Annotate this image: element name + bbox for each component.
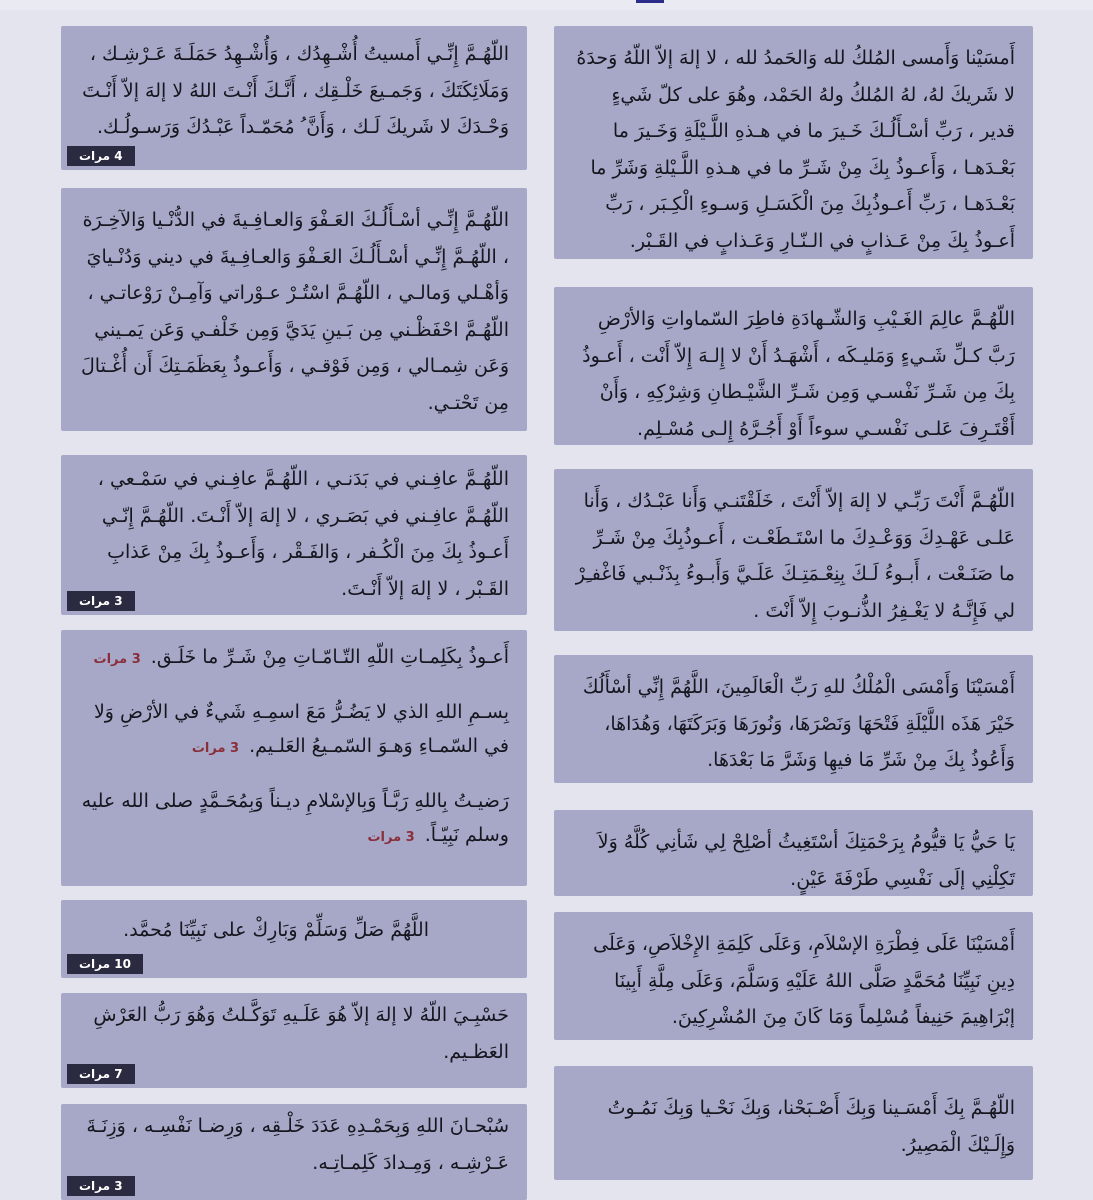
dhikr-block bbox=[79, 784, 509, 855]
repeat-count-label: 3 مرات bbox=[93, 652, 141, 667]
repeat-count-badge: 3 مرات bbox=[67, 1176, 135, 1196]
dhikr-text: سُبْحـانَ اللهِ وَبِحَمْـدِهِ عَدَدَ خَلْـقِه ، وَرِضـا نَفْسِـه ، وَزِنَـةَ عَـرْشِـه ، وَمِـدادَ كَلِمـاتِـه. bbox=[86, 1115, 509, 1174]
dhikr-card bbox=[61, 188, 527, 431]
dhikr-text: اللّهُـمَّ إِنِّـي أسْـأَلُـكَ العَـفْوَ وَالعـافِـيةَ في الدُّنْـيا وَالآخِـرَة ، اللّهُـمَّ إِنِّـي أسْـأَلُـكَ العَـفْوَ وَالعـافِـيةَ في ديني وَدُنْـيايَ وَأهْـلي وَمالـي ، اللّهُـمَّ اسْتُـرْ عـوْراتي وَآمِـنْ رَوْعاتـي ، اللّهُـمَّ احْفَظْـني مِن بَـينِ يَدَيَّ وَمِن خَلْفـي وَعَن يَمـيني وَعَن شِمـالي ، وَمِن فَوْقـي ، وَأَعـوذُ بِعَظَمَـتِكَ أَن أُغْـتالَ مِن تَحْتـي. bbox=[81, 209, 509, 414]
dhikr-text: اللّهُـمَّ بِكَ أَمْسَـينا وَبِكَ أَصْـبَحْنا، وَبِكَ نَحْـيا وَبِكَ نَمُـوتُ وَإِلَـيْكَ الْمَصِيرُ. bbox=[607, 1097, 1015, 1156]
dhikr-text: اللّهُـمَّ أَنْتَ رَبِّـي لا إلهَ إلاّ أَنْتَ ، خَلَقْتَنـي وَأَنا عَبْـدُك ، وَأَنا عَلـى عَهْـدِكَ وَوَعْـدِكَ ما اسْتَـطَعْـت ، أَعـوذُبِكَ مِنْ شَـرِّ ما صَنَـعْت ، أَبـوءُ لَـكَ بِنِعْـمَتِـكَ عَلَـيَّ وَأَبـوءُ بِذَنْـبي فَاغْفـِرْ لي فَإِنَّـهُ لا يَغْـفِرُ الذُّنـوبَ إِلاّ أَنْتَ . bbox=[575, 490, 1015, 622]
dhikr-card bbox=[61, 1104, 527, 1200]
dhikr-card bbox=[61, 26, 527, 170]
dhikr-card bbox=[554, 287, 1033, 445]
dhikr-text: أَمْسَيْنَا عَلَى فِطْرَةِ الإسْلاَمِ، وَعَلَى كَلِمَةِ الإِخْلاَصِ، وَعَلَى دِينِ نَبِيِّنَا مُحَمَّدٍ صَلَّى اللهُ عَلَيْهِ وَسَلَّمَ، وَعَلَى مِلَّةِ أَبِينَا إبْرَاهِيمَ حَنِيفاً مُسْلِماً وَمَا كَانَ مِنَ المُشْرِكِينَ. bbox=[593, 933, 1015, 1028]
repeat-count-label: 3 مرات bbox=[191, 741, 240, 756]
dhikr-block bbox=[79, 695, 509, 766]
dhikr-text: اللّهُـمَّ إِنِّـي أَمسيتُ أُشْـهِدُك ، وَأُشْـهِدُ حَمَلَـةَ عَـرْشِـك ، وَمَلَائِكَتَكَ ، وَجَمـيعَ خَلْـقِك ، أَنَّـكَ أَنْـتَ اللهُ لا إلهَ إلاّ أَنْـتَ وَحْـدَكَ لا شَريكَ لَـك ، وَأَنَّ ُ مُحَمّـداً عَبْـدُكَ وَرَسـولُـك. bbox=[82, 43, 509, 138]
dhikr-card bbox=[61, 900, 527, 978]
dhikr-card bbox=[554, 655, 1033, 783]
dhikr-card bbox=[554, 469, 1033, 631]
dhikr-text: حَسْبِـيَ اللّهُ لا إلهَ إلاّ هُوَ عَلَـيهِ تَوَكَّـلتُ وَهُوَ رَبُّ العَرْشِ العَظـيم. bbox=[93, 1004, 509, 1063]
dhikr-text: اللّهُـمَّ عالِمَ الغَـيْبِ وَالشّـهادَةِ فاطِرَ السّماواتِ وَالأرْضِ رَبَّ كـلِّ شَـيءٍ وَمَليـكَه ، أَشْهَـدُ أَنْ لا إِلـهَ إِلاّ أَنْت ، أَعـوذُ بِكَ مِن شَـرِّ نَفْسـي وَمِن شَـرِّ الشَّيْـطانِ وَشِرْكِهِ ، وَأَنْ أَقْتَـرِفَ عَلـى نَفْسـي سوءاً أَوْ أَجُـرَّهُ إِلـى مُسْـلِم. bbox=[582, 308, 1015, 440]
dhikr-text: اللّهُـمَّ عافِـني في بَدَنـي ، اللّهُـمَّ عافِـني في سَمْـعي ، اللّهُـمَّ عافِـني في بَصَـري ، لا إلهَ إلاّ أَنْـتَ. اللّهُـمَّ إِنّـي أَعـوذُ بِكَ مِنَ الْكُـفر ، وَالفَـقْر ، وَأَعـوذُ بِكَ مِنْ عَذابِ القَـبْر ، لا إلهَ إلاّ أَنْـتَ. bbox=[97, 468, 509, 600]
dhikr-text: بِسـمِ اللهِ الذي لا يَضُـرُّ مَعَ اسمِـهِ شَيءٌ في الأرْضِ وَلا في السّمـاءِ وَهـوَ السّمـيعُ العَلـيم. bbox=[93, 701, 509, 757]
repeat-count-label: 3 مرات bbox=[367, 830, 415, 845]
dhikr-card bbox=[554, 26, 1033, 259]
dhikr-text: رَضيـتُ بِاللهِ رَبَّـاً وَبِالإسْلامِ ديـناً وَبِمُحَـمَّدٍ صلى الله عليه وسلم نَبِيّـاً. bbox=[81, 790, 509, 846]
dhikr-text: يَا حَيُّ يَا قيُّومُ بِرَحْمَتِكَ أسْتَغِيثُ أصْلِحْ لِي شَأنِي كُلَّهُ وَلاَ تَكِلْنِي إلَى نَفْسِي طَرْفَةَ عَيْنٍ. bbox=[597, 831, 1015, 890]
dhikr-block bbox=[79, 640, 509, 677]
repeat-count-badge: 7 مرات bbox=[67, 1064, 135, 1084]
dhikr-card bbox=[61, 993, 527, 1088]
repeat-count-badge: 10 مرات bbox=[67, 954, 143, 974]
repeat-count-badge: 3 مرات bbox=[67, 591, 135, 611]
dhikr-card bbox=[554, 810, 1033, 896]
dhikr-card bbox=[554, 912, 1033, 1040]
dhikr-card bbox=[554, 1066, 1033, 1180]
dhikr-group-card bbox=[61, 630, 527, 886]
top-strip bbox=[0, 0, 1093, 10]
dhikr-card bbox=[61, 455, 527, 615]
top-indicator bbox=[636, 0, 664, 3]
repeat-count-badge: 4 مرات bbox=[67, 146, 135, 166]
dhikr-text: اللَّهُمَّ صَلِّ وَسَلِّمْ وَبَارِكْ على نَبِيِّنَا مُحمَّد. bbox=[123, 919, 429, 941]
dhikr-text: أَعـوذُ بِكَلِمـاتِ اللّهِ التّـامّـاتِ مِنْ شَـرِّ ما خَلَـق. bbox=[150, 646, 509, 668]
dhikr-text: أَمسَيْنا وَأَمسى المُلكُ لله وَالحَمدُ لله ، لا إلهَ إلاّ اللّهُ وَحدَهُ لا شَريكَ لهُ، لهُ المُلكُ ولهُ الحَمْد، وهُوَ على كلّ شَيءٍ قدير ، رَبِّ أسْـأَلُـكَ خَـيرَ ما في هـذهِ اللَّـيْلَةِ وَخَـيرَ ما بَعْـدَهـا ، وَأَعـوذُ بِكَ مِنْ شَـرِّ ما في هـذهِ اللَّـيْلةِ وَشَرِّ ما بَعْـدَهـا ، رَبِّ أَعـوذُبِكَ مِنَ الْكَسَـلِ وَسـوءِ الْكِـبَر ، رَبِّ أَعـوذُ بِكَ مِنْ عَـذابٍ في الـنّـارِ وَعَـذابٍ في القَـبْر. bbox=[576, 47, 1015, 252]
dhikr-text: أَمْسَيْنَا وَأَمْسَى الْمُلْكُ للهِ رَبِّ الْعَالَمِينَ، اللَّهُمَّ إِنِّي أسْأَلُكَ خَيْرَ هَذَه اللَّيْلَةِ فَتْحَهَا وَنَصْرَهَا، وَنُورَهَا وَبَرَكَتَهَا، وَهُدَاهَا، وَأَعُوذُ بِكَ مِنْ شَرِّ مَا فيهِا وَشَرَّ مَا بَعْدَهَا. bbox=[582, 676, 1015, 771]
